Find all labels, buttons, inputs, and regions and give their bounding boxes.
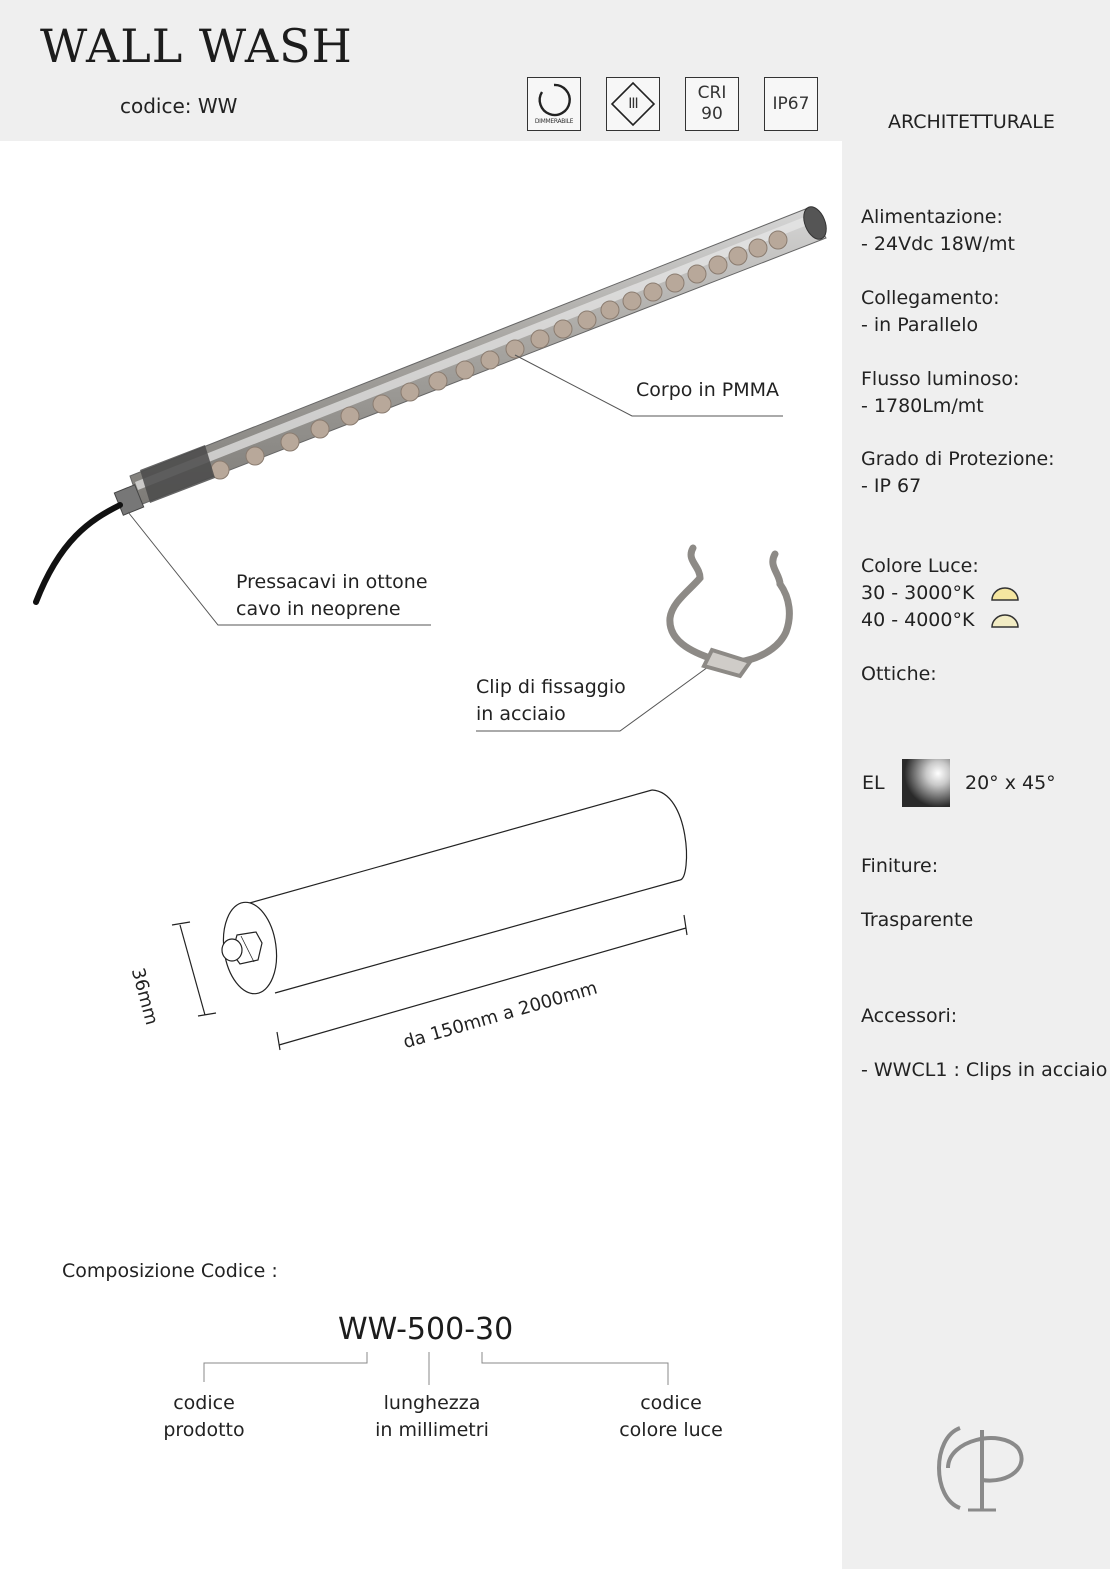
dimmable-text: DIMMERABILE [534, 118, 574, 125]
accessories-value: - WWCL1 : Clips in acciaio [861, 1059, 1108, 1081]
light-color-4000 [861, 607, 1020, 634]
protection-value: - IP 67 [861, 475, 922, 497]
code-part-color-line1: codice [640, 1392, 702, 1414]
category-label: ARCHITETTURALE [888, 111, 1055, 133]
code-composition-title: Composizione Codice : [62, 1260, 278, 1282]
flux-label: Flusso luminoso: [861, 368, 1020, 390]
connection-value: - in Parallelo [861, 314, 979, 336]
code-part-product [134, 1390, 274, 1444]
cri-value: 90 [701, 104, 723, 124]
ip-label: IP67 [772, 94, 810, 114]
light-color-label: Colore Luce: [861, 555, 979, 577]
optics-label: Ottiche: [861, 663, 937, 685]
neutral-light-swatch-icon [990, 613, 1020, 629]
code-example: WW-500-30 [338, 1312, 514, 1347]
class-text: III [628, 96, 638, 112]
light-color-3000-text: 30 - 3000°K [861, 582, 975, 604]
cri-label: CRI [697, 83, 727, 103]
body-annotation: Corpo in PMMA [636, 379, 780, 401]
gland-annotation-line2: cavo in neoprene [236, 598, 401, 620]
optic-beam-icon [902, 759, 950, 807]
power-value: - 24Vdc 18W/mt [861, 233, 1015, 255]
accessories-label: Accessori: [861, 1005, 958, 1027]
optic-angle: 20° x 45° [965, 772, 1056, 794]
finish-label: Finiture: [861, 855, 939, 877]
light-color-3000 [861, 580, 1020, 607]
code-part-color [596, 1390, 746, 1444]
light-color-4000-text: 40 - 4000°K [861, 609, 975, 631]
length-label: da 150mm a 2000mm [400, 977, 600, 1054]
code-part-product-line2: prodotto [163, 1419, 245, 1441]
diameter-label: 36mm [126, 965, 163, 1028]
clip-annotation-line2: in acciaio [476, 703, 566, 725]
code-brackets [204, 1352, 668, 1385]
finish-value: Trasparente [861, 909, 974, 931]
optic-code: EL [862, 772, 885, 794]
product-title: WALL WASH [40, 19, 353, 73]
power-label: Alimentazione: [861, 206, 1003, 228]
code-part-length [352, 1390, 512, 1444]
warm-light-swatch-icon [990, 586, 1020, 602]
protection-label: Grado di Protezione: [861, 448, 1055, 470]
flux-value: - 1780Lm/mt [861, 395, 984, 417]
product-code: codice: WW [120, 94, 238, 118]
code-part-length-line1: lunghezza [383, 1392, 481, 1414]
clip-annotation-line1: Clip di fissaggio [476, 676, 626, 698]
code-part-color-line2: colore luce [619, 1419, 723, 1441]
connection-label: Collegamento: [861, 287, 1000, 309]
dimension-drawing [172, 790, 687, 1050]
steel-clip-image [670, 548, 790, 676]
brand-logo-icon [930, 1418, 1030, 1518]
code-part-length-line2: in millimetri [375, 1419, 489, 1441]
code-part-product-line1: codice [173, 1392, 235, 1414]
gland-annotation-line1: Pressacavi in ottone [236, 571, 428, 593]
